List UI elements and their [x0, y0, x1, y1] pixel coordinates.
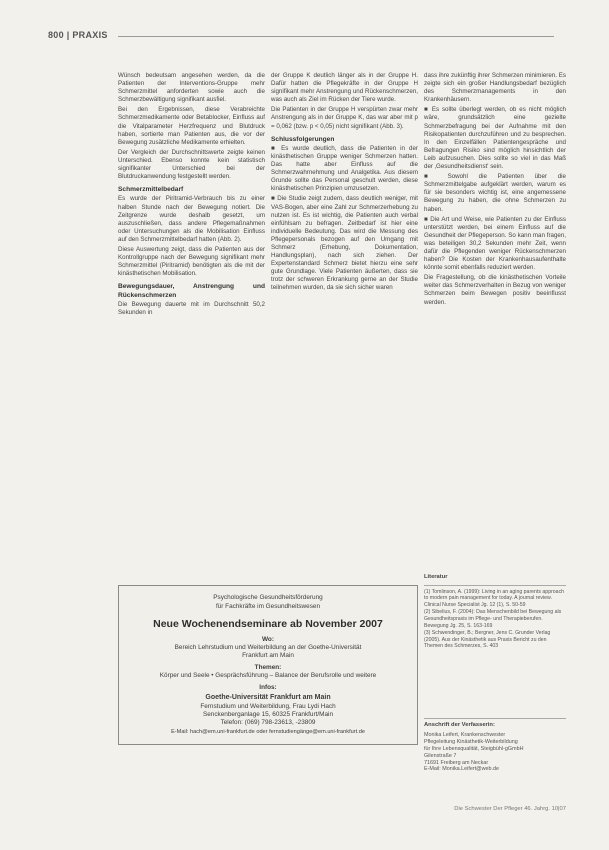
- ad-org-line-1: Fernstudium und Weiterbildung, Frau Lydi Hach: [200, 703, 336, 710]
- paragraph: Die Patienten in der Gruppe H verspürten zwar mehr Anstrengung als in der Gruppe K, das war aber mit p = 0,062 (bzw. p < 0,05) nicht signifikant (Abb. 3).: [271, 106, 418, 130]
- references-heading: Literatur: [424, 574, 448, 580]
- address-line: Monika Leifert, Krankenschwester: [424, 731, 506, 738]
- paragraph: ■ Die Studie zeigt zudem, dass deutlich weniger, mit VAS-Bogen, aber eine Zahl zur Schmerzerhebung zu nutzen ist. Es ist wichtig, die Patienten auch verbal einfühlsam zu befragen. Zeitbedarf ist hier eine individuelle Bedeutung. Das wird die Messung des Pflegepersonals bezogen auf den Umgang mit Schmerz (Erhebung, Dokumentation, Handlungsplan), nach sich ziehen. Der Expertenstandard Schmerz bietet hierzu eine sehr gute Grundlage. Viele Patienten äußerten, dass sie trotz der schweren Erkrankung gerne an der Studie teilnehmen wurden, da sie sich sicher waren: [271, 195, 418, 292]
- paragraph: Wünsch bedeutsam angesehen werden, da die Patienten der Interventions-Gruppe mehr Schmerzmittel anforderten sowie auch die Schmerzbewältigung signifikant ausfiel.: [118, 72, 265, 104]
- author-address: [424, 718, 566, 773]
- address-line: für Ihre Lebensqualität, Steigbühl-gGmbH: [424, 745, 524, 752]
- paragraph: Bei den Ergebnissen, diese Verabreichte Schmerzmedikamente oder Betablocker, Einfluss auf die Vitalparameter Herzfrequenz und Blutdruck haben, sortierte man Patienten aus, die vor der Bewegung zusätzliche Medikamente erhielten.: [118, 106, 265, 146]
- paragraph: Die Bewegung dauerte mit im Durchschnitt 50,2 Sekunden in: [118, 300, 265, 316]
- address-line: Gilenstraße 7: [424, 752, 457, 759]
- header-separator: |: [66, 30, 70, 40]
- ad-subtitle-1: Psychologische Gesundheitsförderung: [213, 594, 323, 601]
- address-line: Pflegeleitung Kinästhetik-Weiterbildung: [424, 738, 518, 745]
- page-number: 800: [48, 30, 64, 40]
- section-heading: Schmerzmittelbedarf: [118, 186, 184, 194]
- reference-item: (1) Tomlinson, A. (1999): Living in an aging parents approach to modern pain management for today. A journal review. Clinical Nurse Specialist Jg. 12 (1), S. 50-59: [424, 588, 565, 608]
- text-column-2: [271, 72, 418, 295]
- address-heading: Anschrift der Verfasserin:: [424, 722, 495, 728]
- paragraph: dass ihre zukünftig ihrer Schmerzen minimieren. Es zeigte sich ein großer Handlungsbedarf bezüglich des Schmerzmanagements in den Krankenhäusern.: [424, 72, 566, 104]
- address-line: 71691 Freiberg am Neckar: [424, 759, 489, 766]
- paragraph: ■ Die Art und Weise, wie Patienten zu der Einfluss unterstützt werden, bei einem Einfluss auf die Gesundheit der Pflegeperson. So kann man fragen, was beteiligen 30,2 Sekunden mehr Zeit, wenn dafür die Pflegenden weniger Rückenschmerzen haben? Die Kosten der Krankenhausaufenthalte könnte somit ebenfalls reduziert werden.: [424, 215, 566, 272]
- ad-org-line-2: Senckenberganlage 15, 60325 Frankfurt/Main: [202, 711, 334, 718]
- ad-topics-label: Themen:: [254, 664, 282, 671]
- section-heading: Bewegungsdauer, Anstrengung und Rückenschmerzen: [118, 283, 265, 299]
- paragraph: Die Fragestellung, ob die kinästhetischen Vorteile weiter das Schmerzverhalten in Bezug von weniger Schmerzen beim Bewegen positiv beeinflusst werden.: [424, 274, 566, 306]
- paragraph: Der Vergleich der Durchschnittswerte zeigte keinen Unterschied. Ebenso konnte kein statistisch signifikanter Unterschied bei der Blutdruckanwendung festgestellt werden.: [118, 148, 265, 181]
- address-rule: [424, 718, 566, 719]
- references: [424, 574, 566, 651]
- address-email[interactable]: E-Mail: Monika.Leifert@web.de: [424, 766, 499, 773]
- ad-organisation: Goethe-Universität Frankfurt am Main: [205, 694, 331, 701]
- section-name: PRAXIS: [72, 30, 108, 40]
- ad-email[interactable]: E-Mail: hach@em.uni-frankfurt.de oder fernstudiengänge@em.uni-frankfurt.de: [171, 729, 365, 735]
- paragraph: ■ Es wurde deutlich, dass die Patienten in der kinästhetischen Gruppe weniger Schmerzen hatten. Das hatte aber Einfluss auf die Schmerzwahrnehmung und Analgetika. Aus diesem Grunde sollte das Personal geschult werden, diese kinästhetischen Prinzipien umzusetzen.: [271, 144, 418, 193]
- header-rule: [118, 36, 554, 37]
- ad-where-line-2: Frankfurt am Main: [242, 652, 294, 659]
- page-footer: Die Schwester Der Pfleger 46. Jahrg. 10|07: [454, 806, 566, 812]
- ad-where-label: Wo:: [262, 636, 274, 643]
- ad-topics: Körper und Seele • Gesprächsführung – Balance der Berufsrolle und weitere: [159, 672, 377, 679]
- paragraph: ■ Es sollte überlegt werden, ob es nicht möglich wäre, grundsätzlich eine gezielte Schmerzbefragung bei der Aufnahme mit den Risikopatienten durchzuführen und zu besprechen. In den Einzelfällen Patientengespräche und Befragungen Risiko sind möglich hinsichtlich der Leib aufzusuchen. Dies sollte so viel in das Maß der ‚Gesundheitsdienst' sein.: [424, 106, 566, 171]
- section-heading: Schlussfolgerungen: [271, 135, 335, 143]
- paragraph: ■ Sowohl die Patienten über die Schmerzmittelgabe aufgeklärt werden, warum es für sie besonders wichtig ist, eine angemessene Bewegung zu haben, die ohne Schmerzen zu haben.: [424, 173, 566, 213]
- reference-item: (3) Schwendinger, B.; Bergner, Jens C. Grunder Verlag (2005). Aus der Kinästhetik aus Praxis Bericht zu den Themen des Schmerzes, S. 403: [424, 630, 551, 650]
- references-rule: [424, 585, 566, 586]
- reference-item: (2) Sibelius, F. (2004): Das Menschenbild bei Bewegung als Gesundheitspraxis im Pflege- und Therapieberufen. Bewegung Jg. 25, S. 163-169: [424, 609, 562, 629]
- text-column-1: [118, 72, 265, 319]
- seminar-ad-box: [118, 585, 418, 745]
- paragraph: der Gruppe K deutlich länger als in der Gruppe H. Dafür hatten die Pflegekräfte in der Gruppe H signifikant mehr Anstrengung und Rückenschmerzen, was auch als Ziel im Rücken der Tiere wurde.: [271, 72, 418, 104]
- ad-phone: Telefon: (069) 798-23613, -23809: [220, 719, 316, 726]
- ad-title: Neue Wochenendseminare ab November 2007: [153, 618, 383, 630]
- text-column-3: [424, 72, 566, 309]
- page-header: [48, 30, 554, 44]
- paragraph: Diese Auswertung zeigt, dass die Patienten aus der Kontrollgruppe nach der Bewegung signifikant mehr Schmerzmittel (Piritramid) benötigten als die mit der kinästhetischen Mobilisation.: [118, 245, 265, 278]
- page-number-section: [48, 30, 108, 40]
- ad-subtitle-2: für Fachkräfte im Gesundheitswesen: [215, 603, 321, 610]
- paragraph: Es wurde der Piritramid-Verbrauch bis zu einer halben Stunde nach der Bewegung notiert. Die Zeitgrenze wurde deshalb gesetzt, um auszuschließen, dass andere Pflegemaßnahmen oder Untersuchungen als die Mobilisation Einfluss auf den Schmerzmittelbedarf hatten (Abb. 2).: [118, 195, 265, 243]
- ad-where-line-1: Bereich Lehrstudium und Weiterbildung an der Goethe-Universität: [174, 644, 362, 651]
- ad-info-label: Infos:: [259, 684, 277, 691]
